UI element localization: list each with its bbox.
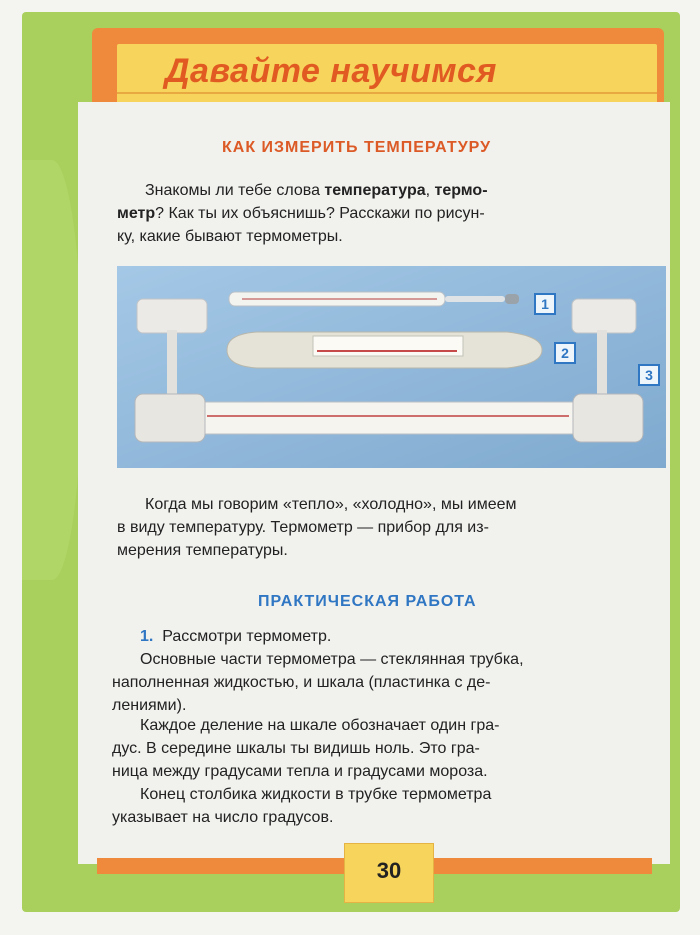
- page-title: Давайте научимся: [165, 52, 497, 90]
- page-number-box: [344, 843, 434, 903]
- division-line-3: ница между градусами тепла и градусами мороза.: [112, 763, 488, 780]
- column-line-2: указывает на число градусов.: [112, 809, 334, 826]
- figure-label-3: 3: [638, 364, 660, 386]
- figure-label-2: 2: [554, 342, 576, 364]
- column-line-1: Конец столбика жидкости в трубке термометра: [140, 786, 492, 803]
- figure-label-1: 1: [534, 293, 556, 315]
- page-number: 30: [376, 858, 402, 883]
- definition-line-1: Когда мы говорим «тепло», «холодно», мы имеем: [145, 496, 517, 513]
- decorative-leaf: [22, 160, 82, 580]
- intro-text: ,: [425, 182, 435, 199]
- definition-line-3: мерения температуры.: [117, 542, 288, 559]
- intro-line-2: [117, 202, 665, 225]
- parts-line-1: Основные части термометра — стеклянная трубка,: [140, 651, 524, 668]
- header-rule: [117, 92, 657, 94]
- parts-line-3: лениями).: [112, 697, 187, 714]
- intro-line-3: ку, какие бывают термометры.: [117, 228, 343, 245]
- task-line: [140, 625, 660, 648]
- thermometers-photo: [117, 266, 666, 468]
- intro-text: ? Как ты их объяснишь? Расскажи по рисун-: [155, 205, 485, 222]
- practice-heading: ПРАКТИЧЕСКАЯ РАБОТА: [258, 593, 477, 610]
- intro-line-1: [145, 179, 665, 202]
- section-heading: КАК ИЗМЕРИТЬ ТЕМПЕРАТУРУ: [222, 139, 492, 156]
- term-temperature: температура: [324, 182, 426, 199]
- water-thermometer: [227, 332, 542, 368]
- task-number: 1.: [140, 628, 154, 645]
- parts-line-2: наполненная жидкостью, и шкала (пластинка с де-: [112, 674, 491, 691]
- term-thermometer-part2: метр: [117, 205, 156, 222]
- definition-line-2: в виду температуру. Термометр — прибор для из-: [117, 519, 489, 536]
- thermometers-illustration: [117, 266, 666, 468]
- intro-text: Знакомы ли тебе слова: [145, 182, 325, 199]
- term-thermometer-part1: термо-: [434, 182, 488, 199]
- division-line-1: Каждое деление на шкале обозначает один гра-: [140, 717, 500, 734]
- task-text: Рассмотри термометр.: [162, 628, 332, 645]
- division-line-2: дус. В середине шкалы ты видишь ноль. Это гра-: [112, 740, 480, 757]
